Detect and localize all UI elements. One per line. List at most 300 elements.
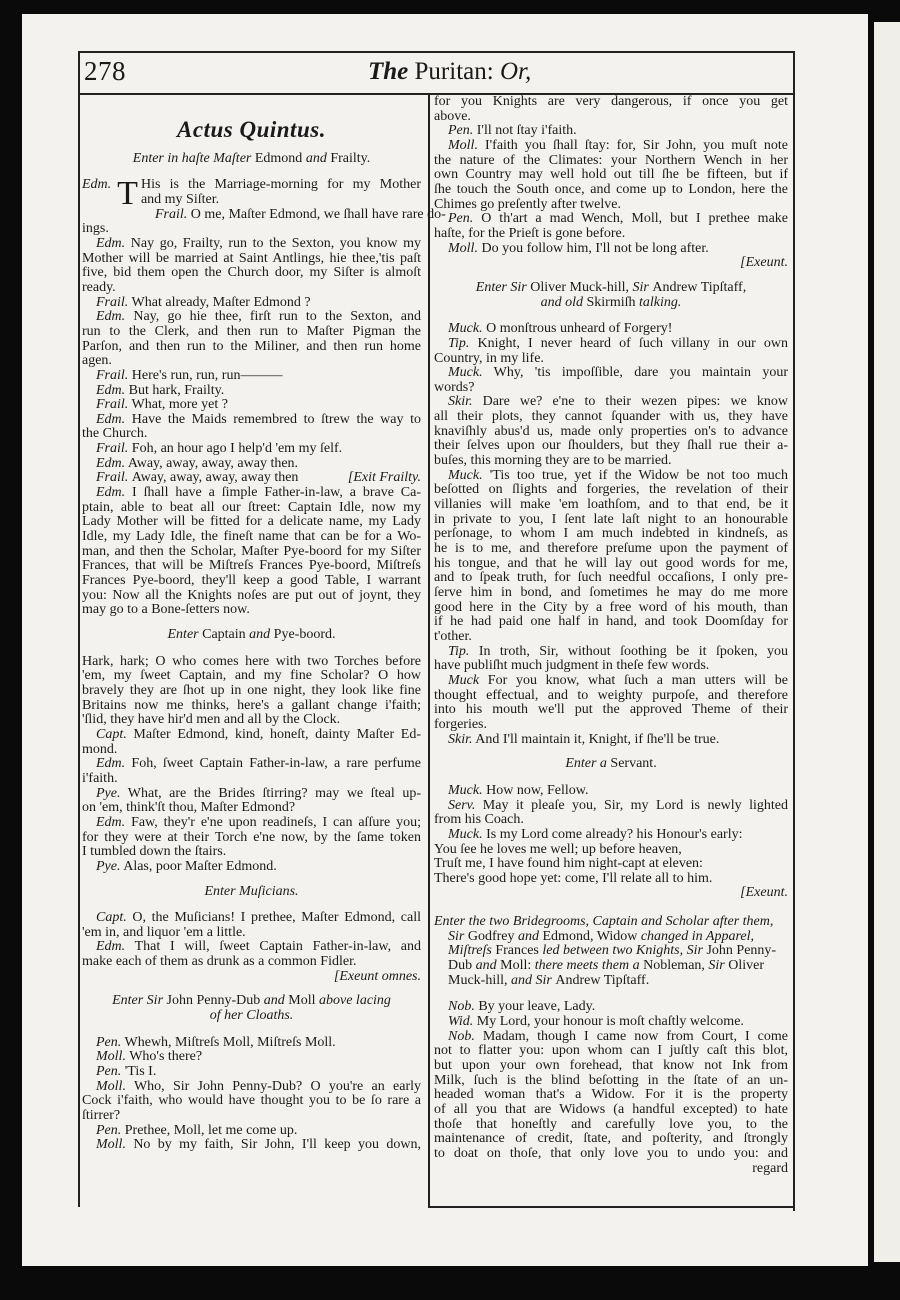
line-text: Do you follow him, I'll not be long after. [481,240,709,256]
speech-line [82,281,421,296]
line-text: headed woman that's a Widow. For it is the property [434,1087,788,1103]
stage-direction-text: led between two Knights, Sir [542,943,707,959]
speech-line [82,603,421,618]
line-text: run to the Clerk, and then run to Maſter Pigman the [82,323,421,339]
line-text: five, bid them open the Church door, my Siſter is almoſt [82,265,421,281]
character-name: Skirmiſh [586,294,639,310]
line-text: on 'em, think'ſt thou, Maſter Edmond? [82,800,296,816]
speaker-name: Edm. [96,309,126,325]
speech-line [82,398,421,413]
speech-line [82,457,421,472]
speaker-name: Moll. [448,137,478,153]
stage-direction-text: Enter in haſte Maſter [132,150,255,166]
line-text: Foh, an hour ago I help'd 'em my ſelf. [131,441,343,457]
line-text: Foh, ſweet Captain Father-in-law, a rare perfume [131,756,422,772]
speech [82,816,421,860]
speech-line [434,1074,788,1089]
stage-direction-text: and Sir [511,972,556,988]
line-text: Who, Sir John Penny-Dub? O you're an early [133,1078,421,1094]
line-text: from his Coach. [434,812,524,828]
line-text: i'faith. [82,770,118,786]
character-name: Frailty. [330,150,371,166]
stage-direction-line [434,281,788,296]
stage-direction-text: and [263,993,289,1009]
speaker-name: Tip. [448,643,470,659]
line-text: My Lord, your honour is moſt chaſtly welcome. [476,1014,744,1030]
speaker-name: Muck. [448,782,483,798]
speech-line [82,252,421,267]
line-text: There's good hope yet: come, I'll relate all to him. [434,870,713,886]
right-border-rule [793,51,795,1211]
speech [434,95,788,124]
column-divider-rule [428,93,430,1207]
line-text: have publiſht much judgment in theſe few words. [434,658,710,674]
speech [82,1138,421,1153]
speaker-name: Pen. [96,1064,122,1080]
speaker-name: Edm. [96,455,126,471]
speaker-name: Frail. [154,206,188,222]
line-text: Away, away, away, away then [131,470,299,486]
speech-line [82,369,421,384]
speech-line [434,784,788,799]
speaker-name: Edm. [96,411,126,427]
line-text: thought effectual, and to weighty purpoſe, and therefore [434,687,788,703]
stage-direction-text: and [475,958,501,974]
line-text: Maſter Edmond, kind, honeſt, dainty Maſter Ed- [133,726,421,742]
line-text: No by my faith, Sir John, I'll keep you down, [133,1137,421,1153]
drop-cap-initial: T [117,175,138,213]
line-text: Have the Maids remembred to ſtrew the way to [131,411,422,427]
speaker-name: Frail. [96,470,129,486]
speaker-name: Pye. [96,858,121,874]
speech-line [82,699,421,714]
speech-line [434,557,788,572]
line-text: good here in the City by a free word of his mouth, than [434,599,788,615]
speech [82,1065,421,1080]
speech-line [434,139,788,154]
speaker-name: Edm. [96,382,126,398]
speech-line [82,486,421,501]
line-text: Here's run, run, run——— [131,367,283,383]
speech-line [82,860,421,875]
speech [434,828,788,901]
stage-direction-text: Sir [632,279,653,295]
speech-line [434,425,788,440]
speech-line [82,574,421,589]
character-name: John Penny-Dub [448,943,777,974]
speech-line [434,395,788,410]
speech-line [82,845,421,860]
speech [82,206,446,237]
speech-line [434,527,788,542]
speech-line [82,354,421,369]
speech-line [434,410,788,425]
line-text: and to ſpeak truth, for ſuch needful occaſions, I only pre- [434,570,788,586]
character-name: Moll [288,993,319,1009]
line-text: That I will, ſweet Captain Father-in-law, and [134,939,421,955]
speech-line [82,955,421,970]
speech-line [82,926,421,941]
speech [434,124,788,139]
line-text: Idle, my Lady Idle, the fineſt name that can be for a Wo- [82,529,421,545]
speech-line [82,1036,421,1051]
line-text: villanies will make 'em loathſom, and to that end, be it [434,497,788,513]
line-text: he is to me, and therefore preſume upon the payment of [434,541,788,557]
character-name: John Penny-Dub [166,993,264,1009]
speech-line [434,733,788,748]
line-text: to doat on thoſe, that only love you to undo you: and [434,1145,788,1161]
line-text: I'll not ſtay i'faith. [476,123,577,139]
line-text: ſerve him in bond, and ſometimes he may do me more [434,585,788,600]
character-name: Oliver Muck-hill, [530,279,633,295]
speech-line [434,1132,788,1147]
line-text: if he had paid one half in hand, and took Doomſday for [434,614,788,630]
exit-direction: [Exeunt. [740,255,788,271]
speech [82,1124,421,1139]
speaker-name: Capt. [96,910,127,926]
speaker-name: Frail. [96,397,129,413]
speech [434,337,788,366]
exit-direction: [Exeunt omnes. [333,968,421,984]
speech-line [82,442,421,457]
speech [434,799,788,828]
character-name: Oliver Muck-hill, [448,958,765,988]
speech-line [82,589,421,604]
line-text: knaviſhly abus'd us, made only properties on's to advance [434,423,788,439]
line-text: You ſee he loves me well; up before heaven, [434,841,682,857]
line-text: O monſtrous unheard of Forgery! [486,321,673,337]
speech-line [82,471,421,486]
line-text: Faw, they'r e'ne upon readineſs, I can aſſure you; [131,814,421,830]
line-text: 'Tis too true, yet if the Widow be not too much [489,467,788,483]
line-text: But hark, Frailty. [128,382,225,398]
line-text: Britains now me thinks, here's a gallant change i'faith; [82,697,421,713]
line-text: Nay, go hie thee, firſt run to the Sexton, and [133,309,422,325]
speech-line [82,222,421,237]
line-text: May it pleaſe you, Sir, my Lord is newly lighted [482,797,788,813]
line-text: for you Knights are very dangerous, if once you get [434,94,788,109]
speech-line [434,1118,788,1133]
stage-direction-text: Enter Sir [475,279,531,295]
line-text: What, are the Brides ſtirring? may we ſteal up- [127,785,421,801]
speaker-name: Edm. [96,814,126,830]
line-text: make each of them as drunk as a common Fidler. [82,954,357,970]
speech-line [434,813,788,828]
speaker-name: Edm. [96,485,126,501]
speech [82,442,421,457]
stage-direction-line [82,994,421,1009]
line-text: not to flatter you: upon whom can I juſtly caſt this blot, [434,1043,788,1059]
speech-line [434,95,788,110]
line-text: Why, 'tis impoſſible, dare you maintain your [493,365,788,381]
line-text: By your leave, Lady. [478,999,596,1015]
speech [434,469,788,645]
line-text: Mother will be married at Saint Antlings, hie thee,'tis paſt [82,250,421,266]
facing-page-edge [874,22,900,1262]
line-text: forgeries. [434,716,487,732]
speech [82,860,421,875]
speech-line [434,586,788,601]
speech [82,237,421,296]
speech-line [82,787,421,802]
speech-line [434,337,788,352]
line-text: Dare we? e'ne to their wezen pipes: we know [482,394,788,410]
stage-direction-line [434,757,788,772]
line-text: ſtirrer? [82,1108,121,1124]
character-name: Edmond [254,150,306,166]
line-text: you: Now all the Knights noſes are put out of joynt, they [82,587,421,603]
line-text: his tongue, and that he will lay out good words for me, [434,555,788,571]
line-text: In troth, Sir, without ſoothing be it ſpoken, you [478,643,788,659]
act-heading: Actus Quintus. [177,117,326,142]
speech [82,457,421,472]
speech-line [434,1015,788,1030]
character-name: Frances [495,943,543,959]
line-text: beſotted on ſlights and forgeries, the revelation of their [434,482,788,498]
speech-line [434,1088,788,1103]
speech [82,471,421,486]
speech [434,674,788,733]
speaker-name: Nob. [448,1028,475,1044]
speaker-name: Muck. [448,321,483,337]
line-text: Prethee, Moll, let me come up. [124,1122,298,1138]
speech [82,384,421,399]
line-text: but upon your own forehead, that know not Ink from [434,1058,788,1074]
speech-line [434,828,788,843]
header-rule-top [78,51,794,53]
speech-line [82,743,421,758]
line-text: Frances, that will be Miſtreſs Frances Pye-boord, Miſtreſs [82,558,421,574]
speaker-name: Edm. [96,235,126,251]
line-text: Is my Lord come already? his Honour's early: [486,826,743,842]
speech [82,1036,421,1051]
stage-direction-line [82,628,421,643]
character-name: Edmond, Widow [542,928,641,944]
line-text: 'em in, and liquor 'em a little. [82,924,246,940]
line-text: His is the Marriage-morning for my Mother [140,177,421,193]
speech [434,1030,788,1162]
speaker-name: Tip. [448,335,470,351]
speech-line [434,1000,788,1015]
speaker-name: Pen. [96,1122,122,1138]
speech-line [434,718,788,733]
speech-line [82,501,421,516]
speech-line [434,674,788,689]
speech [82,787,421,816]
line-text: O me, Maſter Edmond, we ſhall have rare do- [190,206,446,222]
stage-direction [82,152,421,167]
line-text: Chimes go preſently after twelve. [434,196,621,212]
line-text: Milk, ſuch is the blind beſotting in the ſtate of an un- [434,1072,788,1088]
running-title-prefix: The [368,58,409,85]
speech-line [82,1080,421,1095]
line-text: Cock i'faith, who would have thought you to be ſo rare a [82,1093,421,1109]
line-text: What already, Maſter Edmond ? [131,294,311,310]
line-text: 'ſlid, they have hir'd men and all by the Clock. [82,712,341,728]
line-text: agen. [82,353,112,369]
line-text: Away, away, away, away then. [127,455,299,471]
stage-direction-text: Enter [167,627,203,642]
speech-line [82,655,421,670]
speaker-name: Pen. [448,123,474,139]
stage-direction-text: Sir [708,958,729,974]
speech-line [434,352,788,367]
speech [82,1080,421,1124]
line-text: Truſt me, I have found him night-capt at eleven: [434,856,703,872]
speech-line [82,684,421,699]
line-text: the Church. [82,426,148,442]
speech-line [82,816,421,831]
line-text: buſes, this morning they are to be married. [434,453,672,469]
speech-line [434,615,788,630]
speech-line [434,124,788,139]
line-text: O, the Muſicians! I prethee, Maſter Edmond, call [132,910,421,926]
speech-line [434,1044,788,1059]
line-text: haſte, for the Prieſt is gone before. [434,225,626,241]
speaker-name: Frail. [96,294,129,310]
speech [434,242,788,271]
speaker-name: Pen. [96,1034,122,1050]
speech-line [434,1059,788,1074]
line-text: I'faith you ſhall ſtay: for, Sir John, you muſt note [484,137,788,153]
stage-direction [434,757,788,772]
stage-direction [82,885,421,900]
speech-line [82,237,421,252]
stage-direction-line [82,152,421,167]
line-text: ſhe touch the South once, and come up to London, here the [434,181,788,197]
speech [82,1050,421,1065]
character-name: Servant. [610,756,657,772]
speech-line [82,310,421,325]
speech-line [82,728,421,743]
speech-line [434,872,788,887]
speech-line [82,325,421,340]
speech-line [434,366,788,381]
character-name: Godfrey [467,928,518,944]
speaker-name: Muck [448,672,480,688]
line-text: 'Tis I. [124,1064,157,1080]
line-text: mond. [82,741,118,757]
speech-line [82,1094,421,1109]
speaker-name: Nob. [448,999,475,1015]
line-text: What, more yet ? [131,397,228,413]
stage-direction-line [434,296,788,311]
speaker-name: Moll. [96,1078,126,1094]
speech-line [82,713,421,728]
right-column [434,95,788,1176]
speech-line [434,154,788,169]
line-text: for they were at their Torch e'ne now, by the ſame token [82,829,421,845]
character-name: Andrew Tipſtaff. [555,972,650,988]
speaker-name: Pye. [96,785,121,801]
line-text: ings. [82,221,109,237]
speech-line [82,545,421,560]
line-text: their ſelves upon our ſhoulders, but they ſhall rue their a- [434,438,788,454]
speech-line [434,469,788,484]
character-name: Moll: [500,958,535,974]
speech-line [82,1138,421,1153]
speech-line [82,1124,421,1139]
speech-line [434,439,788,454]
stage-direction-text: above lacing [319,993,391,1009]
speech-line [82,266,421,281]
line-text: the nature of the Climates: your Northern Wench in her [434,152,788,168]
left-column [82,117,446,1153]
speaker-name: Skir. [448,394,473,410]
speaker-name: Edm. [82,177,112,193]
speech [82,911,421,940]
line-text: ready. [82,279,116,295]
stage-direction [82,628,421,643]
line-text: own Country may well hold out till ſhe be fifteen, but if [434,167,788,183]
character-name: Captain [202,627,250,642]
speech-line [82,757,421,772]
speech-line [82,831,421,846]
speaker-name: Edm. [96,939,126,955]
speech-line [434,242,788,257]
speech-line [434,571,788,586]
line-text: may go to a Bone-ſetters now. [82,602,250,618]
running-title-main: Puritan: [414,58,494,85]
stage-direction-text: of her Cloaths. [209,1008,294,1024]
stage-direction-text: and [305,150,331,166]
speech-line [82,911,421,926]
running-title [368,58,531,86]
speech [82,486,421,618]
speech-line [434,1147,788,1162]
line-text: into his mouth we'll put the approved Theme of their [434,702,788,718]
speech [434,784,788,799]
speech-line [434,659,788,674]
stage-direction-text: and old [540,294,587,310]
speech [82,728,421,757]
speech [434,139,788,212]
speech [82,398,421,413]
speech-line [434,843,788,858]
line-text: Frances Pye-boord, they'll keep a good Table, I warrant [82,573,421,589]
line-text: Nay go, Frailty, run to the Sexton, you know my [130,235,422,251]
speech-line [82,413,421,428]
page-number: 278 [84,56,126,86]
speech-line [434,110,788,125]
speech-line [434,454,788,469]
speaker-name: Moll. [448,240,478,256]
line-text: Lady Mother will be fitted for a delicate name, my Lady [82,514,421,530]
line-text: ptain, able to beat all our ſtreet: Captain Idle, now my [82,499,421,515]
line-text: Madam, though I came now from Court, I come [482,1028,788,1044]
exit-direction: [Exeunt. [740,885,788,901]
stage-direction-text: there meets them a [534,958,644,974]
speech-line [434,689,788,704]
character-name: Andrew Tipſtaff, [652,279,747,295]
catchword: regard [752,1160,788,1176]
speech-line [434,1030,788,1045]
line-text: Parſon, and then run to the Miliner, and then run home [82,338,421,354]
speech [82,940,421,984]
line-text: and my Siſter. [140,191,220,207]
speech-line [434,227,788,242]
speech-line [434,513,788,528]
footer-rule [428,1206,794,1208]
line-text: I tumbled down the ſtairs. [82,844,227,860]
line-text: words? [434,379,475,395]
speech [434,1000,788,1015]
speech [82,757,421,786]
character-name: Pye-boord. [273,627,336,642]
line-text: Hark, hark; O who comes here with two Torches before [82,653,421,669]
stage-direction-text: and [249,627,274,642]
speaker-name: Muck. [448,826,483,842]
